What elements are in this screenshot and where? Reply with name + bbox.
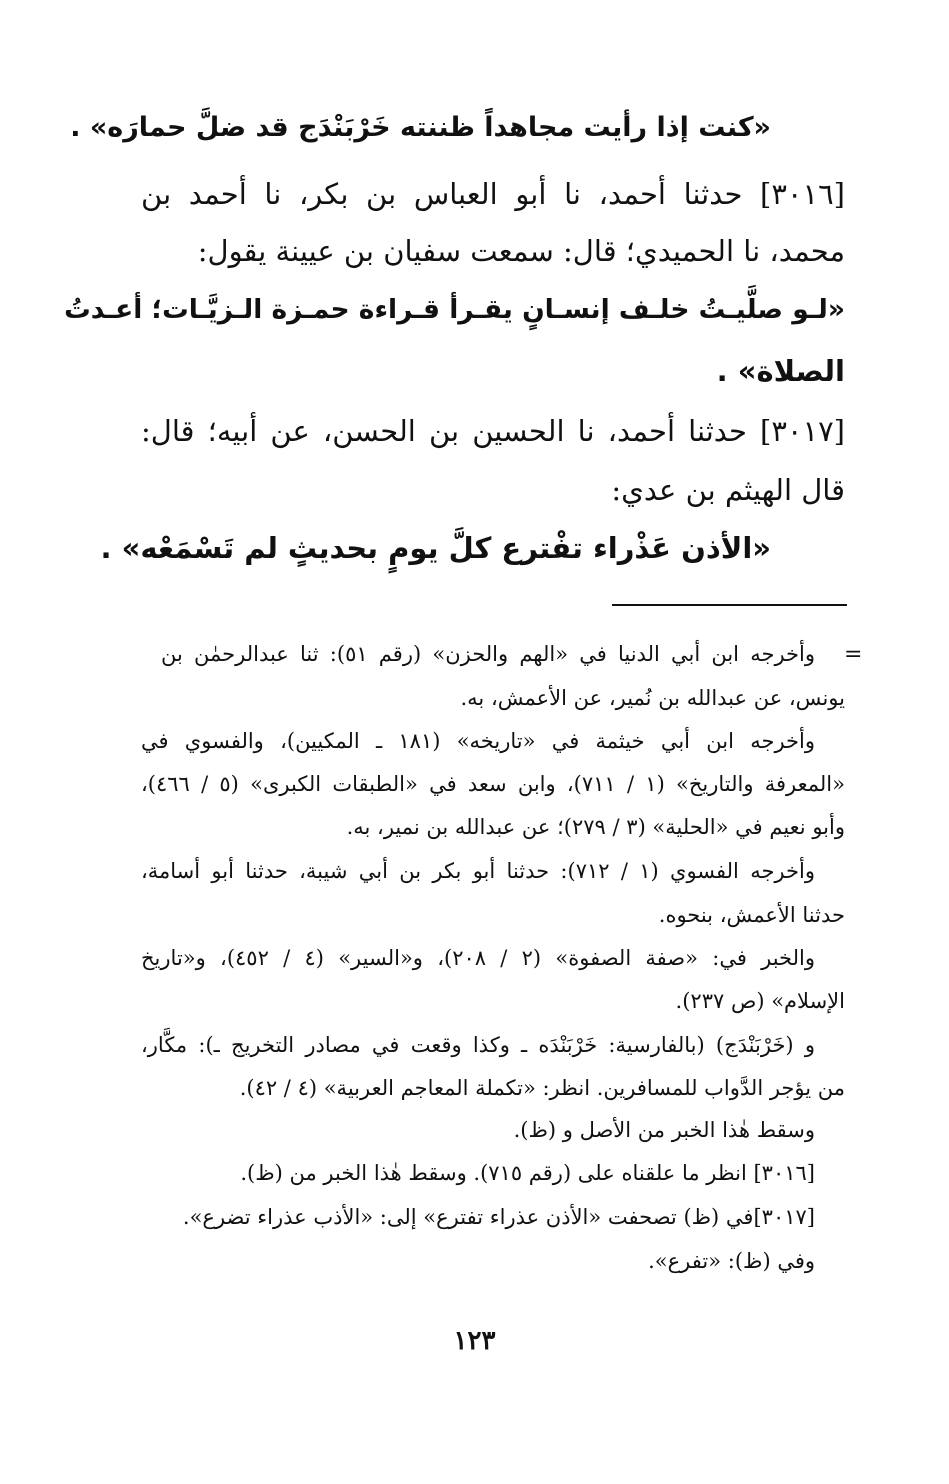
quote-line-hamza-1: «لـو صلَّيـتُ خلـف إنسـانٍ يقـرأ قـراءة حمـزة الـزيَّـات؛ أعـدتُ bbox=[64, 294, 845, 325]
footnote-line: «المعرفة والتاريخ» (١ / ٧١١)، وابن سعد في «الطبقات الكبرى» (٥ / ٤٦٦)، bbox=[141, 772, 845, 796]
footnote-line: وأخرجه ابن أبي خيثمة في «تاريخه» (١٨١ ـ المكيين)، والفسوي في bbox=[141, 729, 816, 753]
footnote-continuation-mark: = bbox=[844, 642, 863, 667]
footnote-line: وسقط هٰذا الخبر من الأصل و (ظ). bbox=[513, 1118, 815, 1142]
footnote-line: [٣٠١٧]في (ظ) تصحفت «الأذن عذراء تفترع» إلى: «الأذب عذراء تضرع». bbox=[182, 1205, 815, 1229]
narration-3017-line-1: [٣٠١٧] حدثنا أحمد، نا الحسين بن الحسن، عن أبيه؛ قال: bbox=[141, 414, 845, 448]
footnote-line: وأخرجه ابن أبي الدنيا في «الهم والحزن» (رقم ٥١): ثنا عبدالرحمٰن بن bbox=[161, 642, 815, 666]
quote-line-ear: «الأذن عَذْراء تفْترع كلَّ يومٍ بحديثٍ لم تَسْمَعْه» . bbox=[100, 531, 771, 565]
footnote-line: والخبر في: «صفة الصفوة» (٢ / ٢٠٨)، و«السير» (٤ / ٤٥٢)، و«تاريخ bbox=[141, 946, 815, 970]
footnote-line: من يؤجر الدَّواب للمسافرين. انظر: «تكملة المعاجم العربية» (٤ / ٤٢). bbox=[239, 1076, 845, 1100]
quote-line-hamza-2: الصلاة» . bbox=[716, 354, 845, 388]
footnote-line: وأخرجه الفسوي (١ / ٧١٢): حدثنا أبو بكر بن أبي شيبة، حدثنا أبو أسامة، bbox=[141, 859, 815, 883]
footnote-line: [٣٠١٦] انظر ما علقناه على (رقم ٧١٥). وسقط هٰذا الخبر من (ظ). bbox=[240, 1161, 815, 1185]
footnote-line: حدثنا الأعمش، بنحوه. bbox=[658, 903, 845, 927]
footnote-separator bbox=[612, 604, 847, 606]
quote-line: «كنت إذا رأيت مجاهداً ظننته خَرْبَنْدَج قد ضلَّ حمارَه» . bbox=[70, 112, 771, 143]
footnote-line: وفي (ظ): «تفرع». bbox=[648, 1249, 815, 1273]
footnote-line: و (خَرْبَنْدَج) (بالفارسية: خَرْبَنْدَه ـ وكذا وقعت في مصادر التخريج ـ): مكَّار، bbox=[141, 1033, 815, 1057]
narration-3016-line-1: [٣٠١٦] حدثنا أحمد، نا أبو العباس بن بكر، نا أحمد بن bbox=[141, 177, 845, 211]
narration-3016-line-2: محمد، نا الحميدي؛ قال: سمعت سفيان بن عيينة يقول: bbox=[197, 234, 845, 268]
page-number: ١٢٣ bbox=[453, 1326, 496, 1356]
footnote-line: وأبو نعيم في «الحلية» (٣ / ٢٧٩)؛ عن عبدالله بن نمير، به. bbox=[346, 815, 845, 839]
narration-3017-line-2: قال الهيثم بن عدي: bbox=[611, 473, 845, 507]
footnote-line: الإسلام» (ص ٢٣٧). bbox=[675, 989, 845, 1013]
footnote-line: يونس، عن عبدالله بن نُمير، عن الأعمش، به. bbox=[460, 686, 845, 710]
